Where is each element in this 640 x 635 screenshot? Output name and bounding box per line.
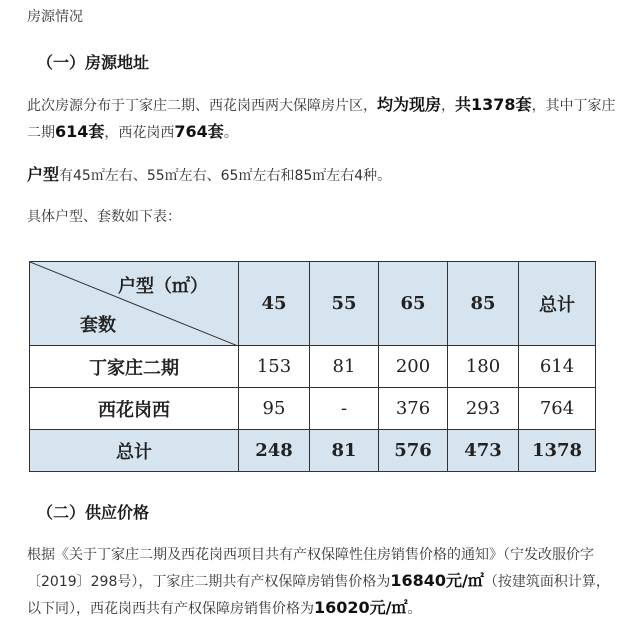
corner-count: 套数 — [80, 315, 116, 336]
table-total-row — [30, 430, 596, 472]
address-text-2: ， — [441, 98, 456, 114]
table-corner-cell — [30, 262, 239, 346]
address-bold-xhg: 764套 — [174, 122, 224, 141]
address-text-3: ，其中丁家庄二期 — [27, 98, 616, 141]
table-cell: 95 — [239, 388, 310, 430]
housing-table — [29, 261, 596, 472]
table-cell: 764 — [519, 388, 596, 430]
price-bold-xhg: 16020元/㎡ — [314, 598, 408, 617]
table-cell: 293 — [448, 388, 519, 430]
table-row — [30, 346, 596, 388]
total-cell: 473 — [448, 430, 519, 472]
total-cell: 576 — [379, 430, 448, 472]
row-label-xhg: 西花岗西 — [30, 388, 239, 430]
table-cell: 614 — [519, 346, 596, 388]
table-row — [30, 388, 596, 430]
total-cell: 248 — [239, 430, 310, 472]
price-paragraph — [27, 543, 617, 622]
price-text-1: 根据《关于丁家庄二期及西花岗西项目共有产权保障性住房销售价格的通知》（宁发改服价字〔2019〕298号），丁家庄二期共有产权保障房销售价格为 — [27, 547, 594, 590]
page-label: 房源情况 — [27, 9, 83, 25]
col-header-total: 总计 — [519, 262, 596, 346]
address-text-5: 。 — [223, 125, 238, 141]
table-cell: 200 — [379, 346, 448, 388]
price-text-2: （按建筑面积计算，以下同），西花岗西共有产权保障房销售价格为 — [27, 574, 610, 617]
address-bold-djz: 614套 — [55, 122, 105, 141]
table-cell: 81 — [310, 346, 379, 388]
total-cell: 1378 — [519, 430, 596, 472]
table-cell: 153 — [239, 346, 310, 388]
total-cell: 81 — [310, 430, 379, 472]
col-header-55: 55 — [310, 262, 379, 346]
table-header-row — [30, 262, 596, 346]
col-header-65: 65 — [379, 262, 448, 346]
col-header-85: 85 — [448, 262, 519, 346]
row-label-total: 总计 — [30, 430, 239, 472]
address-bold-total: 共1378套 — [455, 95, 532, 114]
unit-type-text: 有45㎡左右、55㎡左右、65㎡左右和85㎡左右4种。 — [59, 168, 392, 184]
price-text-3: 。 — [407, 601, 422, 617]
row-label-djz: 丁家庄二期 — [30, 346, 239, 388]
unit-type-bold: 户型 — [27, 165, 60, 184]
unit-type-paragraph — [27, 162, 617, 189]
address-text-4: ，西花岗西 — [104, 125, 175, 141]
address-paragraph — [27, 92, 617, 146]
address-bold-ready: 均为现房 — [377, 95, 442, 114]
table-cell: - — [310, 388, 379, 430]
corner-unit-type: 户型（㎡） — [118, 276, 208, 297]
table-intro-paragraph: 具体户型、套数如下表： — [27, 209, 181, 225]
table-cell: 376 — [379, 388, 448, 430]
table-cell: 180 — [448, 346, 519, 388]
price-bold-djz: 16840元/㎡ — [390, 571, 484, 590]
col-header-45: 45 — [239, 262, 310, 346]
housing-table-wrap — [29, 261, 596, 472]
section-heading-address: （一）房源地址 — [37, 53, 150, 72]
address-text-1: 此次房源分布于丁家庄二期、西花岗西两大保障房片区， — [27, 98, 377, 114]
section-heading-price: （二）供应价格 — [37, 503, 150, 522]
